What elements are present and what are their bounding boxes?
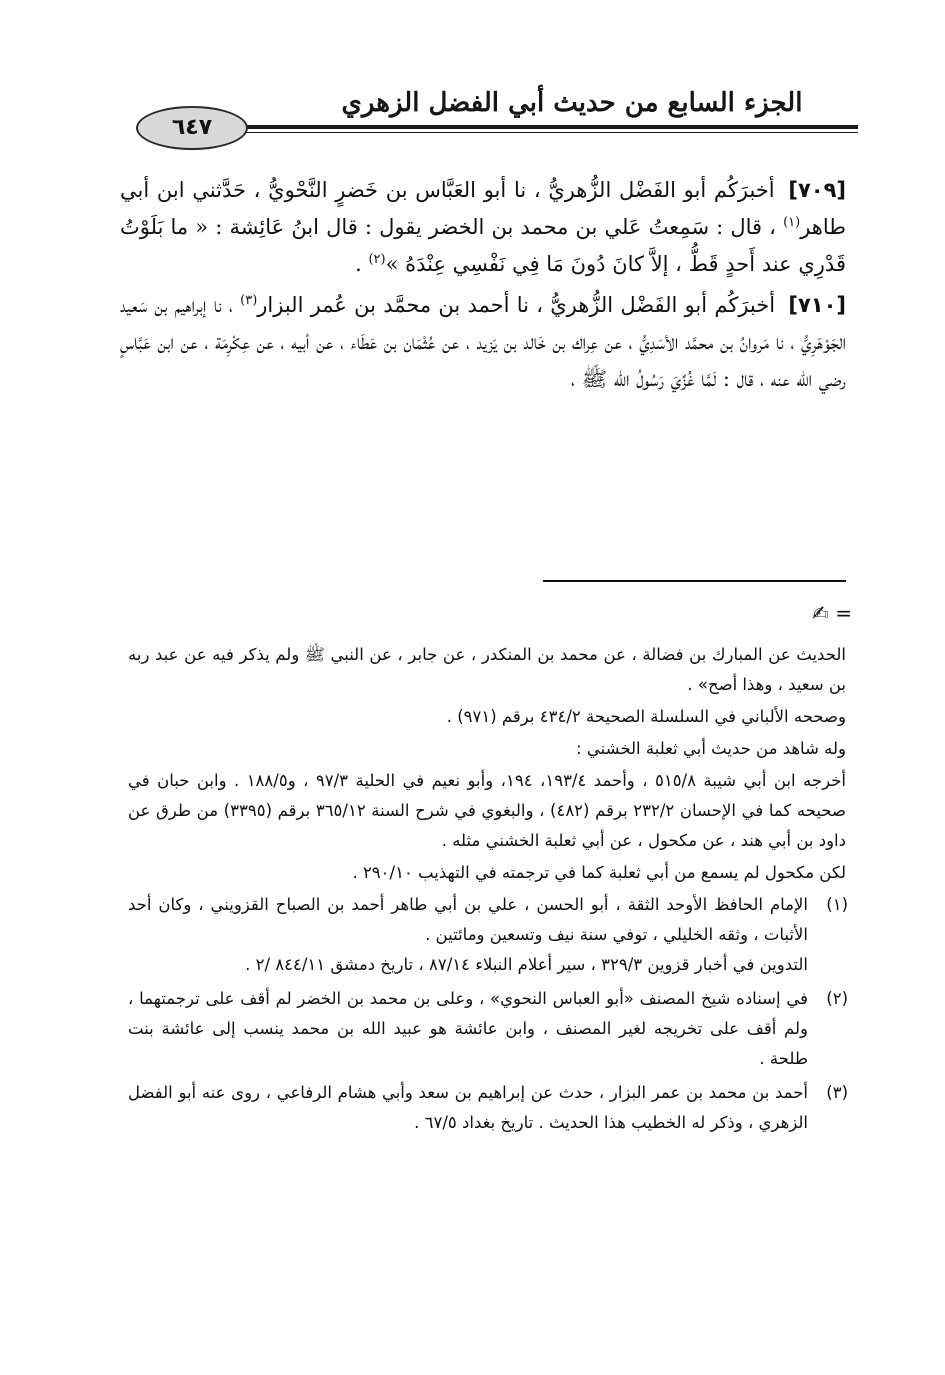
hadith-entry-710 xyxy=(120,287,846,398)
footnote-text-sources: التدوين في أخبار قزوين ٣٢٩/٣ ، سير أعلام النبلاء ٨٧/١٤ ، تاريخ دمشق ٨٤٤/١١ /٢ . xyxy=(245,955,808,974)
main-text xyxy=(120,172,846,402)
footnote-text: في إسناده شيخ المصنف «أبو العباس النحوي» ، وعلى بن محمد بن الخضر لم أقف على ترجمتهما ، ولم أقف على تخريجه لغير المصنف ، وابن عائشة هو عبيد الله بن محمد ينسب إلى عائشة بنت طلحة . xyxy=(128,989,808,1068)
footnote-continuation-line: لكن مكحول لم يسمع من أبي ثعلبة كما في ترجمته في التهذيب ٢٩٠/١٠ . xyxy=(352,863,846,882)
entry-text: أخبرَكُم أبو الفَضْل الزُّهريُّ ، نا أبو العَبَّاس بن خَضرٍ النَّحْويُّ ، حَدَّثني ابن أبي طاهر xyxy=(120,178,846,239)
page-number-badge: ٦٤٧ xyxy=(136,106,248,150)
entry-text-cont: ، نا إبراهيم بن سَعيد الجَوْهَرِيُّ ، نا مَروانُ بن محمَّد الأسَدِيُّ ، عن عِراك بن خَالد بن يَزيد ، عن عُثْمَان بن عَطَاء ، عن أبيه ، عن عِكْرِمَة ، عن ابن عَبَّاسٍ رضي الله عنه ، قال : لَمَّا غُزِّيَ رَسُولُ الله ﷺ ، xyxy=(120,293,846,391)
hadith-entry-709 xyxy=(120,172,846,283)
header-rule xyxy=(238,125,858,129)
footnote-text: الإمام الحافظ الأوحد الثقة ، أبو الحسن ، علي بن أبي طاهر أحمد بن الصباح القزويني ، وكان أحد الأثبات ، وثقه الخليلي ، توفي سنة نيف وتسعين ومائتين . xyxy=(128,895,808,944)
footnote-continuation-line: أخرجه ابن أبي شيبة ٥١٥/٨ ، وأحمد ١٩٣/٤، ١٩٤، وأبو نعيم في الحلية ٩٧/٣ ، و١٨٨/٥ . وابن حبان في صحيحه كما في الإحسان ٢٣٢/٢ برقم (٤٨٢) ، والبغوي في شرح السنة ٣٦٥/١٢ برقم (٣٣٩٥) من طرق عن داود بن أبي هند ، عن مكحول ، عن أبي ثعلبة الخشني مثله . xyxy=(128,771,846,850)
footnote-number: (٣) xyxy=(826,1083,848,1102)
entry-text-end: . xyxy=(355,252,362,276)
entry-text-cont: ، قال : سَمِعتُ عَلي بن محمد بن الخضر يقول : قال ابنُ عَائِشة : « ما بَلَوْتُ قَدْرِي عند أَحدٍ قَطُّ ، إلاَّ كانَ دُونَ مَا فِي نَفْسِي عِنْدَهُ » xyxy=(120,215,846,276)
footnote-text: أحمد بن محمد بن عمر البزار ، حدث عن إبراهيم بن سعد وأبي هشام الرفاعي ، روى عنه أبو الفضل الزهري ، وذكر له الخطيب هذا الحديث . تاريخ بغداد ٦٧/٥ . xyxy=(128,1083,808,1132)
entry-text: أخبرَكُم أبو الفَضْل الزُّهريُّ ، نا أحمد بن محمَّد بن عُمر البزار xyxy=(257,293,776,317)
footnote-number: (١) xyxy=(826,895,848,914)
footnote-ref: (٣) xyxy=(240,293,258,308)
header-rule-thin xyxy=(238,132,858,133)
entry-number: [٧١٠] xyxy=(788,293,846,317)
footnote-continuation-line: وصححه الألباني في السلسلة الصحيحة ٤٣٤/٢ برقم (٩٧١) . xyxy=(446,707,846,726)
footnote-number: (٢) xyxy=(826,989,848,1008)
continuation-mark: = ✍ xyxy=(812,601,852,625)
page-header xyxy=(118,80,858,160)
footnote-2 xyxy=(128,984,848,1074)
entry-number: [٧٠٩] xyxy=(788,178,847,202)
footnote-continuation-line: الحديث عن المبارك بن فضالة ، عن محمد بن المنكدر ، عن جابر ، عن النبي ﷺ ولم يذكر فيه عن عبد ربه بن سعيد ، وهذا أصح» . xyxy=(128,645,846,694)
footnote-ref: (١) xyxy=(783,215,801,230)
running-title: الجزء السابع من حديث أبي الفضل الزهري xyxy=(341,88,803,118)
footnote-1 xyxy=(128,890,848,980)
footnote-continuation-line: وله شاهد من حديث أبي ثعلبة الخشني : xyxy=(576,739,846,758)
footnote-separator xyxy=(543,580,846,582)
footnote-ref: (٢) xyxy=(368,252,386,267)
footnote-3 xyxy=(128,1078,848,1138)
footnotes xyxy=(128,640,848,1142)
